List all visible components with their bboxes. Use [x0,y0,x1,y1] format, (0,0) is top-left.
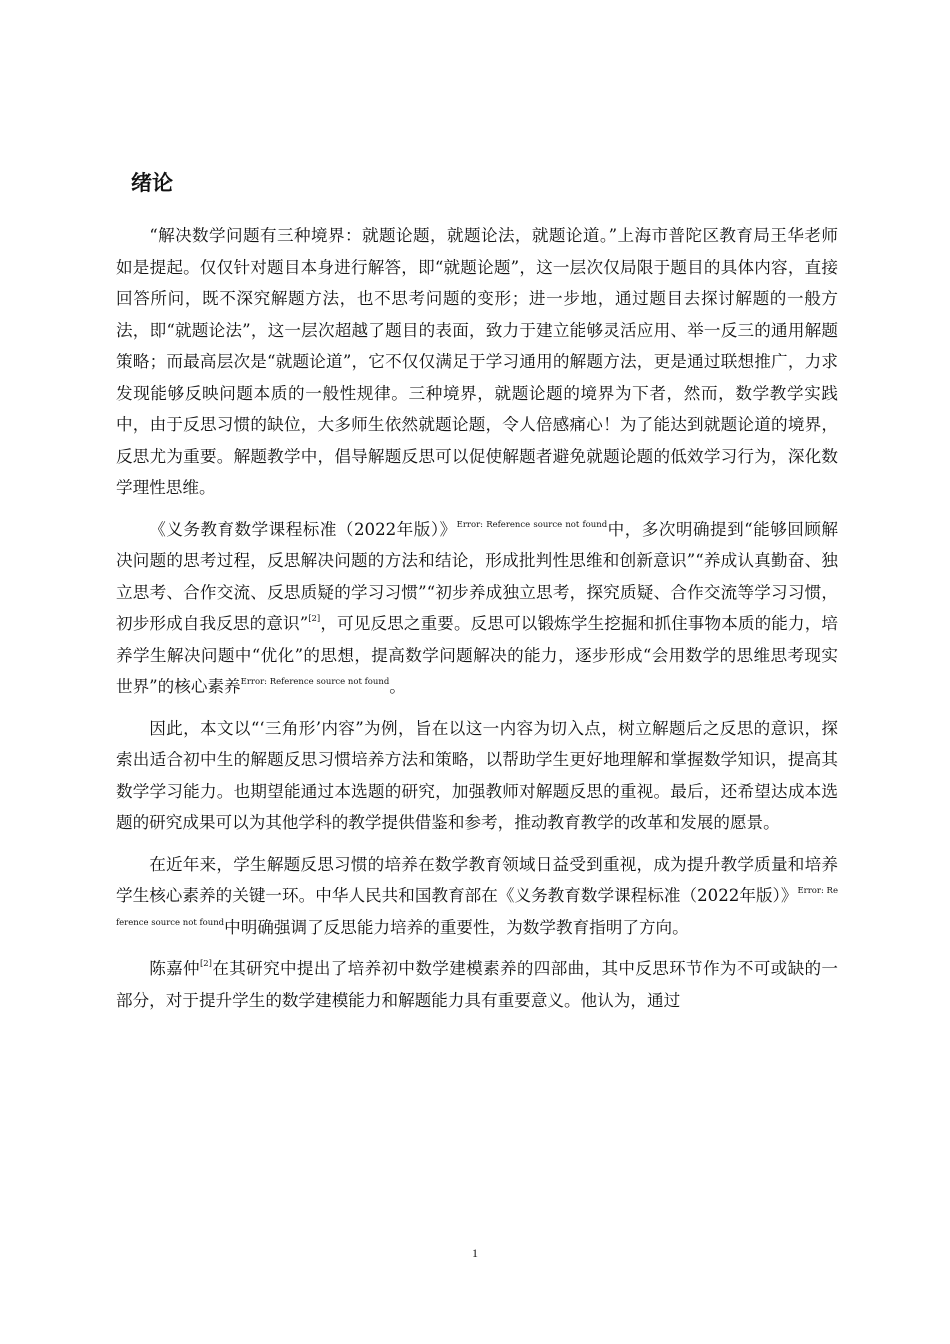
paragraph-text: 《义务教育数学课程标准（2022年版）》 [149,519,457,539]
paragraph-text: 因此，本文以“‘三角形’内容”为例，旨在以这一内容为切入点，树立解题后之反思的意识，探索出适合初中生的解题反思习惯培养方法和策略，以帮助学生更好地理解和掌握数学知识，提高其数学学习能力。也期望能通过本选题的研究，加强教师对解题反思的重视。最后，还希望达成本选题的研究成果可以为其他学科的教学提供借鉴和参考，推动教育教学的改革和发展的愿景。 [116,718,838,832]
paragraph-text: 在近年来，学生解题反思习惯的培养在数学教育领域日益受到重视，成为提升教学质量和培养学生核心素养的关键一环。中华人民共和国教育部在《义务教育数学课程标准（2022年版）》 [116,854,838,905]
paragraph-1 [116,220,838,504]
citation-error: Error: Reference source not found [456,519,608,530]
citation-error: Error: Reference source not found [240,677,390,687]
paragraph-5 [116,953,838,1016]
paragraph-text: 中，多次明确提到“能够回顾解决问题的思考过程，反思解决问题的方法和结论，形成批判性思维和创新意识”“养成认真勤奋、独立思考、合作交流、反思质疑的学习习惯”“初步养成独立思考，探究质疑、合作交流等学习习惯，初步形成自我反思的意识” [116,519,838,633]
paragraph-2 [116,514,838,703]
citation-ref: [2] [199,959,212,969]
page-number: 1 [472,1246,478,1260]
paragraph-text: 陈嘉仲 [149,959,200,978]
paragraph-3 [116,713,838,839]
page-body [116,166,838,1016]
paragraph-text: ，可见反思之重要。反思可以锻炼学生挖掘和抓住事物本质的能力，培养学生解决问题中“优化”的思想，提高数学问题解决的能力，逐步形成“会用数学的思维思考现实世界”的核心素养 [116,614,838,696]
paragraph-text: “解决数学问题有三种境界：就题论题，就题论法，就题论道。”上海市普陀区教育局王华老师如是提起。仅仅针对题目本身进行解答，即“就题论题”，这一层次仅局限于题目的具体内容，直接回答所问，既不深究解题方法，也不思考问题的变形；进一步地，通过题目去探讨解题的一般方法，即“就题论法”，这一层次超越了题目的表面，致力于建立能够灵活应用、举一反三的通用解题策略；而最高层次是“就题论道”，它不仅仅满足于学习通用的解题方法，更是通过联想推广，力求发现能够反映问题本质的一般性规律。三种境界，就题论题的境界为下者，然而，数学教学实践中，由于反思习惯的缺位，大多师生依然就题论题，令人倍感痛心！为了能达到就题论道的境界，反思尤为重要。解题教学中，倡导解题反思可以促使解题者避免就题论题的低效学习行为，深化数学理性思维。 [116,226,838,497]
section-heading: 绪论 [131,171,173,195]
citation-ref: [2] [308,614,321,624]
paragraph-text: 在其研究中提出了培养初中数学建模素养的四部曲，其中反思环节作为不可或缺的一部分，对于提升学生的数学建模能力和解题能力具有重要意义。他认为，通过 [116,959,839,1010]
paragraph-text: 。 [389,677,406,696]
paragraph-4 [116,849,838,944]
citation-error: Error: Reference source not found [116,886,838,928]
paragraph-text: 中明确强调了反思能力培养的重要性，为数学教育指明了方向。 [224,917,689,937]
